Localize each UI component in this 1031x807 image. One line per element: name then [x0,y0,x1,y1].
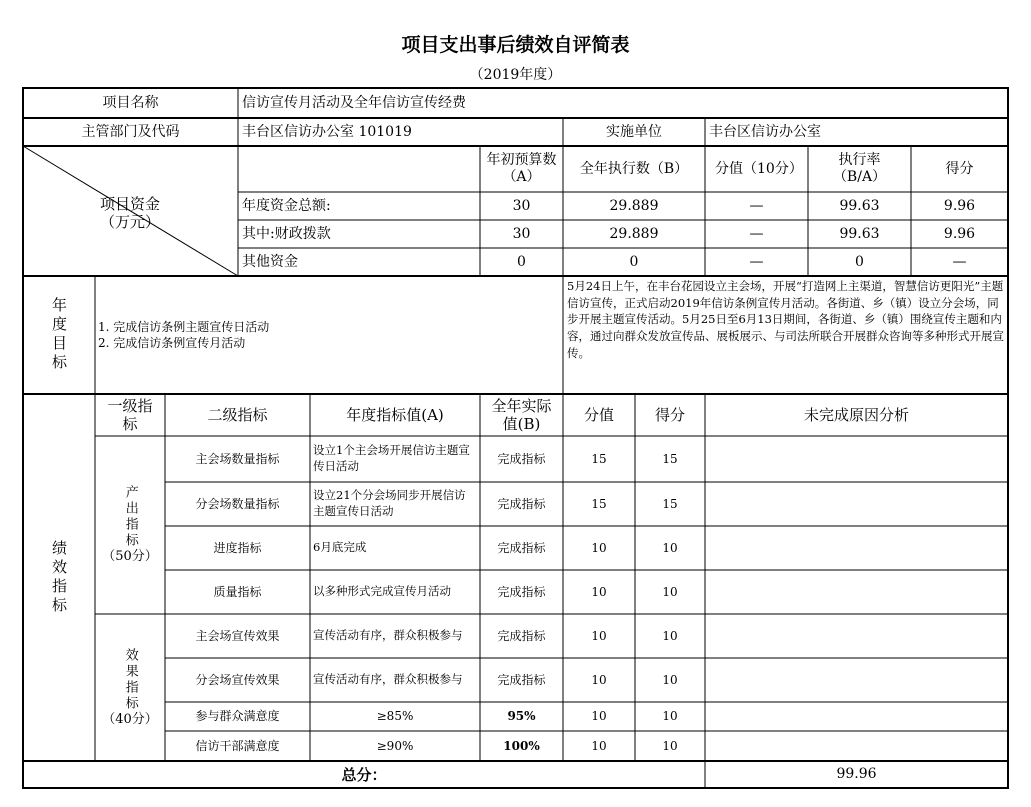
perf-weight: 15 [591,451,607,466]
perf-weight: 15 [591,496,607,511]
report-year: （2019年度） [469,67,562,83]
perf-level2: 进度指标 [213,540,262,555]
perf-actual: 完成指标 [497,540,546,555]
funds-row-other-label: 其他资金 [242,253,298,270]
perf-score: 10 [662,738,678,753]
funds-row-fiscal-executed: 29.889 [609,225,659,242]
goals-right: 5月24日上午，在丰台花园设立主会场，开展“打造网上主渠道，智慧信访更阳光”主题信访宣传，正式启动2019年信访条例宣传月活动。各街道、乡（镇）设立分会场，同步开展主题宣传活动。5月25日至6月13日期间，各街道、乡（镇）围绕宣传主题和内容，通过向群众发放宣传品、展板展示、与司法所联合开展群众咨询等多种形式开展宣传。 [567,279,1004,360]
funds-row-fiscal-label: 其中:财政拨款 [242,225,331,242]
perf-header-score: 得分 [654,406,685,424]
dept-value: 丰台区信访办公室 101019 [242,123,412,140]
perf-level2: 主会场宣传效果 [195,628,280,643]
funds-label-text: 项目资金 [99,195,160,213]
perf-actual: 完成指标 [497,496,546,511]
perf-actual: 95% [507,709,536,724]
perf-level2: 信访干部满意度 [195,738,280,753]
funds-row-fiscal-rate: 99.63 [839,225,880,242]
perf-actual: 完成指标 [497,584,546,599]
funds-unit: （万元） [99,213,160,231]
perf-level2: 分会场数量指标 [195,496,280,511]
funds-row-other-budget: 0 [517,253,526,270]
perf-score: 10 [662,584,678,599]
perf-header-level1: 一级指标 [107,397,153,433]
perf-score: 10 [662,628,678,643]
perf-score: 10 [662,709,678,724]
perf-target: 设立21个分会场同步开展信访主题宣传日活动 [313,488,466,518]
perf-level2: 主会场数量指标 [195,451,280,466]
perf-weight: 10 [591,709,607,724]
perf-score: 15 [662,451,678,466]
funds-row-fiscal-budget: 30 [512,225,531,242]
perf-target: ≥85% [376,709,414,724]
perf-target: ≥90% [376,738,414,753]
perf-group-output-points: （50分） [102,549,158,565]
perf-target: 宣传活动有序，群众积极参与 [313,672,463,687]
perf-group-effect-name: 效果指标 [122,647,138,712]
funds-header-budget: 年初预算数（A） [486,152,557,185]
perf-score: 10 [662,540,678,555]
page-title: 项目支出事后绩效自评简表 [401,34,630,56]
perf-header-actual: 全年实际值(B) [491,397,552,433]
perf-target: 设立1个主会场开展信访主题宣传日活动 [313,443,470,473]
perf-target: 宣传活动有序，群众积极参与 [313,628,463,643]
goal-item-1: 1. 完成信访条例主题宣传日活动 [98,319,270,334]
goals-label: 年度目标 [50,297,68,373]
dept-label: 主管部门及代码 [81,123,180,140]
funds-row-total-score: 9.96 [943,197,976,214]
funds-row-other-weight: — [749,253,764,270]
perf-header-reason: 未完成原因分析 [803,406,909,424]
funds-row-fiscal-weight: — [749,225,764,242]
impl-unit-label: 实施单位 [606,123,662,140]
perf-level2: 质量指标 [213,584,262,599]
perf-actual: 完成指标 [497,451,546,466]
perf-weight: 10 [591,584,607,599]
funds-row-other-rate: 0 [855,253,864,270]
funds-row-total-budget: 30 [512,197,531,214]
perf-target: 6月底完成 [313,540,367,555]
funds-row-total-executed: 29.889 [609,197,659,214]
impl-unit-value: 丰台区信访办公室 [709,123,821,140]
perf-header-level2: 二级指标 [207,406,268,424]
perf-weight: 10 [591,628,607,643]
funds-row-total-rate: 99.63 [839,197,880,214]
perf-score: 10 [662,672,678,687]
perf-score: 15 [662,496,678,511]
perf-target: 以多种形式完成宣传月活动 [313,584,451,599]
perf-weight: 10 [591,738,607,753]
perf-actual: 完成指标 [497,672,546,687]
perf-group-effect-points: （40分） [102,711,158,727]
funds-row-total-label: 年度资金总额: [242,197,331,214]
funds-row-other-score: — [952,253,967,270]
perf-level2: 分会场宣传效果 [195,672,280,687]
goal-item-2: 2. 完成信访条例宣传月活动 [98,336,246,350]
perf-header-target: 年度指标值(A) [346,406,444,424]
perf-group-output-name: 产出指标 [122,485,138,550]
perf-actual: 完成指标 [497,628,546,643]
project-name-value: 信访宣传月活动及全年信访宣传经费 [242,94,466,111]
funds-header-executed: 全年执行数（B） [579,160,689,177]
perf-header-weight: 分值 [583,406,614,424]
funds-header-weight: 分值（10分） [715,160,803,177]
funds-row-total-weight: — [749,197,764,214]
perf-label: 绩效指标 [50,539,68,616]
total-label: 总分： [341,765,387,784]
funds-row-other-executed: 0 [629,253,639,270]
funds-header-rate: 执行率（B/A） [832,152,887,185]
funds-header-score: 得分 [945,160,974,177]
perf-actual: 100% [503,738,540,753]
total-value: 99.96 [836,766,877,783]
project-name-label: 项目名称 [102,94,159,111]
perf-weight: 10 [591,672,607,687]
perf-weight: 10 [591,540,607,555]
funds-row-fiscal-score: 9.96 [943,225,976,242]
perf-level2: 参与群众满意度 [195,709,280,724]
